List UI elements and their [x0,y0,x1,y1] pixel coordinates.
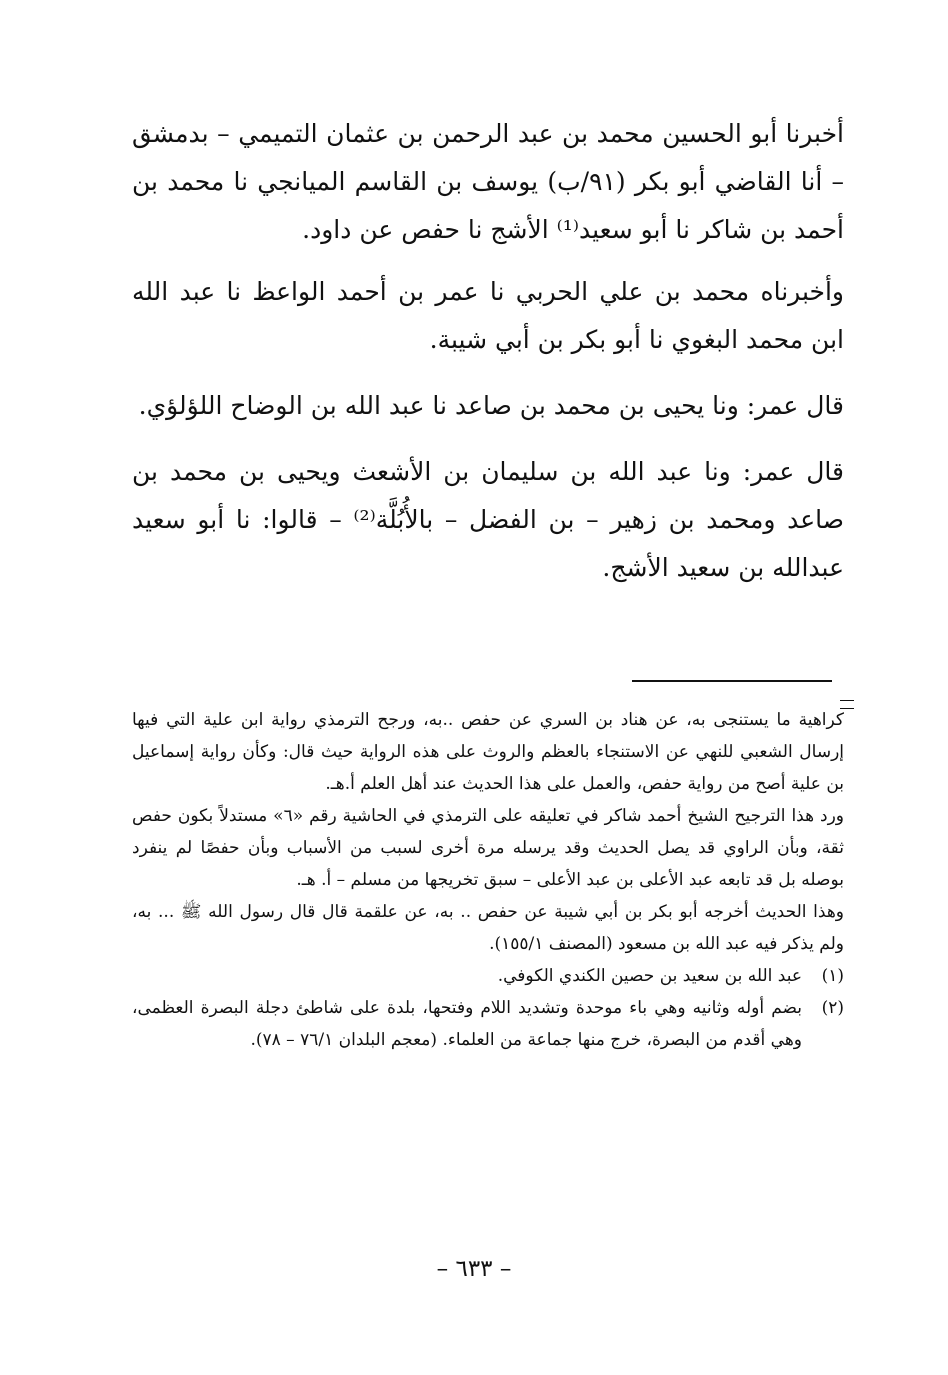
paragraph: قال عمر: ونا يحيى بن محمد بن صاعد نا عبد الله بن الوضاح اللؤلؤي. [138,391,844,420]
footnote-text: بضم أوله وثانيه وهي باء موحدة وتشديد اللام وفتحها، بلدة على شاطئ دجلة البصرة العظمى، وهي أقدم من البصرة، خرج منها جماعة من العلماء. (معجم البلدان ٧٦/١ – ٧٨). [132,998,802,1050]
paragraph: قال عمر: ونا عبد الله بن سليمان بن الأشعث ويحيى بن محمد بن صاعد ومحمد بن زهير – بن الفضل – بالأُبُلَّة⁽²⁾ – قالوا: نا أبو سعيد عبدالله بن سعيد الأشج. [132,457,844,582]
footnote-number: (١) [821,966,844,986]
paragraph: أخبرنا أبو الحسين محمد بن عبد الرحمن بن عثمان التميمي – بدمشق – أنا القاضي أبو بكر (٩١/ب) يوسف بن القاسم الميانجي نا محمد بن أحمد بن شاكر نا أبو سعيد⁽¹⁾ الأشج نا حفص عن داود. [132,119,845,244]
footnote-text: عبد الله بن سعيد بن حصين الكندي الكوفي. [497,966,802,986]
paragraph: وأخبرناه محمد بن علي الحربي نا عمر بن أحمد الواعظ نا عبد الله ابن محمد البغوي نا أبو بكر بن أبي شيبة. [132,277,844,354]
continued-note: كراهية ما يستنجى به، عن هناد بن السري عن حفص ..به، ورجح الترمذي رواية ابن علية التي فيها إرسال الشعبي للنهي عن الاستنجاء بالعظم والروث على هذه الرواية حيث قال: وكأن رواية إسماعيل بن علية أصح من رواية حفص، والعمل على هذا الحديث عند أهل العلم أ.هـ. [132,710,844,794]
page-number: – ٦٣٣ – [436,1256,512,1282]
continued-note: ورد هذا الترجيح الشيخ أحمد شاكر في تعليقه على الترمذي في الحاشية رقم «٦» مستدلاً بكون حفص ثقة، وبأن الراوي قد يصل الحديث وقد يرسله مرة أخرى لسبب من الأسباب وبأن حفصًا لم ينفرد بوصله بل قد تابعه عبد الأعلى بن عبد الأعلى – سبق تخريجها من مسلم – أ. هـ. [132,806,844,890]
footnote [132,960,844,992]
footnote [132,992,844,1056]
continued-note: وهذا الحديث أخرجه أبو بكر بن أبي شيبة عن حفص .. به، عن علقمة قال قال رسول الله ﷺ ... به، ولم يذكر فيه عبد الله بن مسعود (المصنف ١٥٥/١). [132,902,844,954]
footnote-separator [632,680,832,682]
main-text [132,110,844,610]
footnotes-area [132,704,844,1056]
footnote-number: (٢) [821,998,844,1018]
